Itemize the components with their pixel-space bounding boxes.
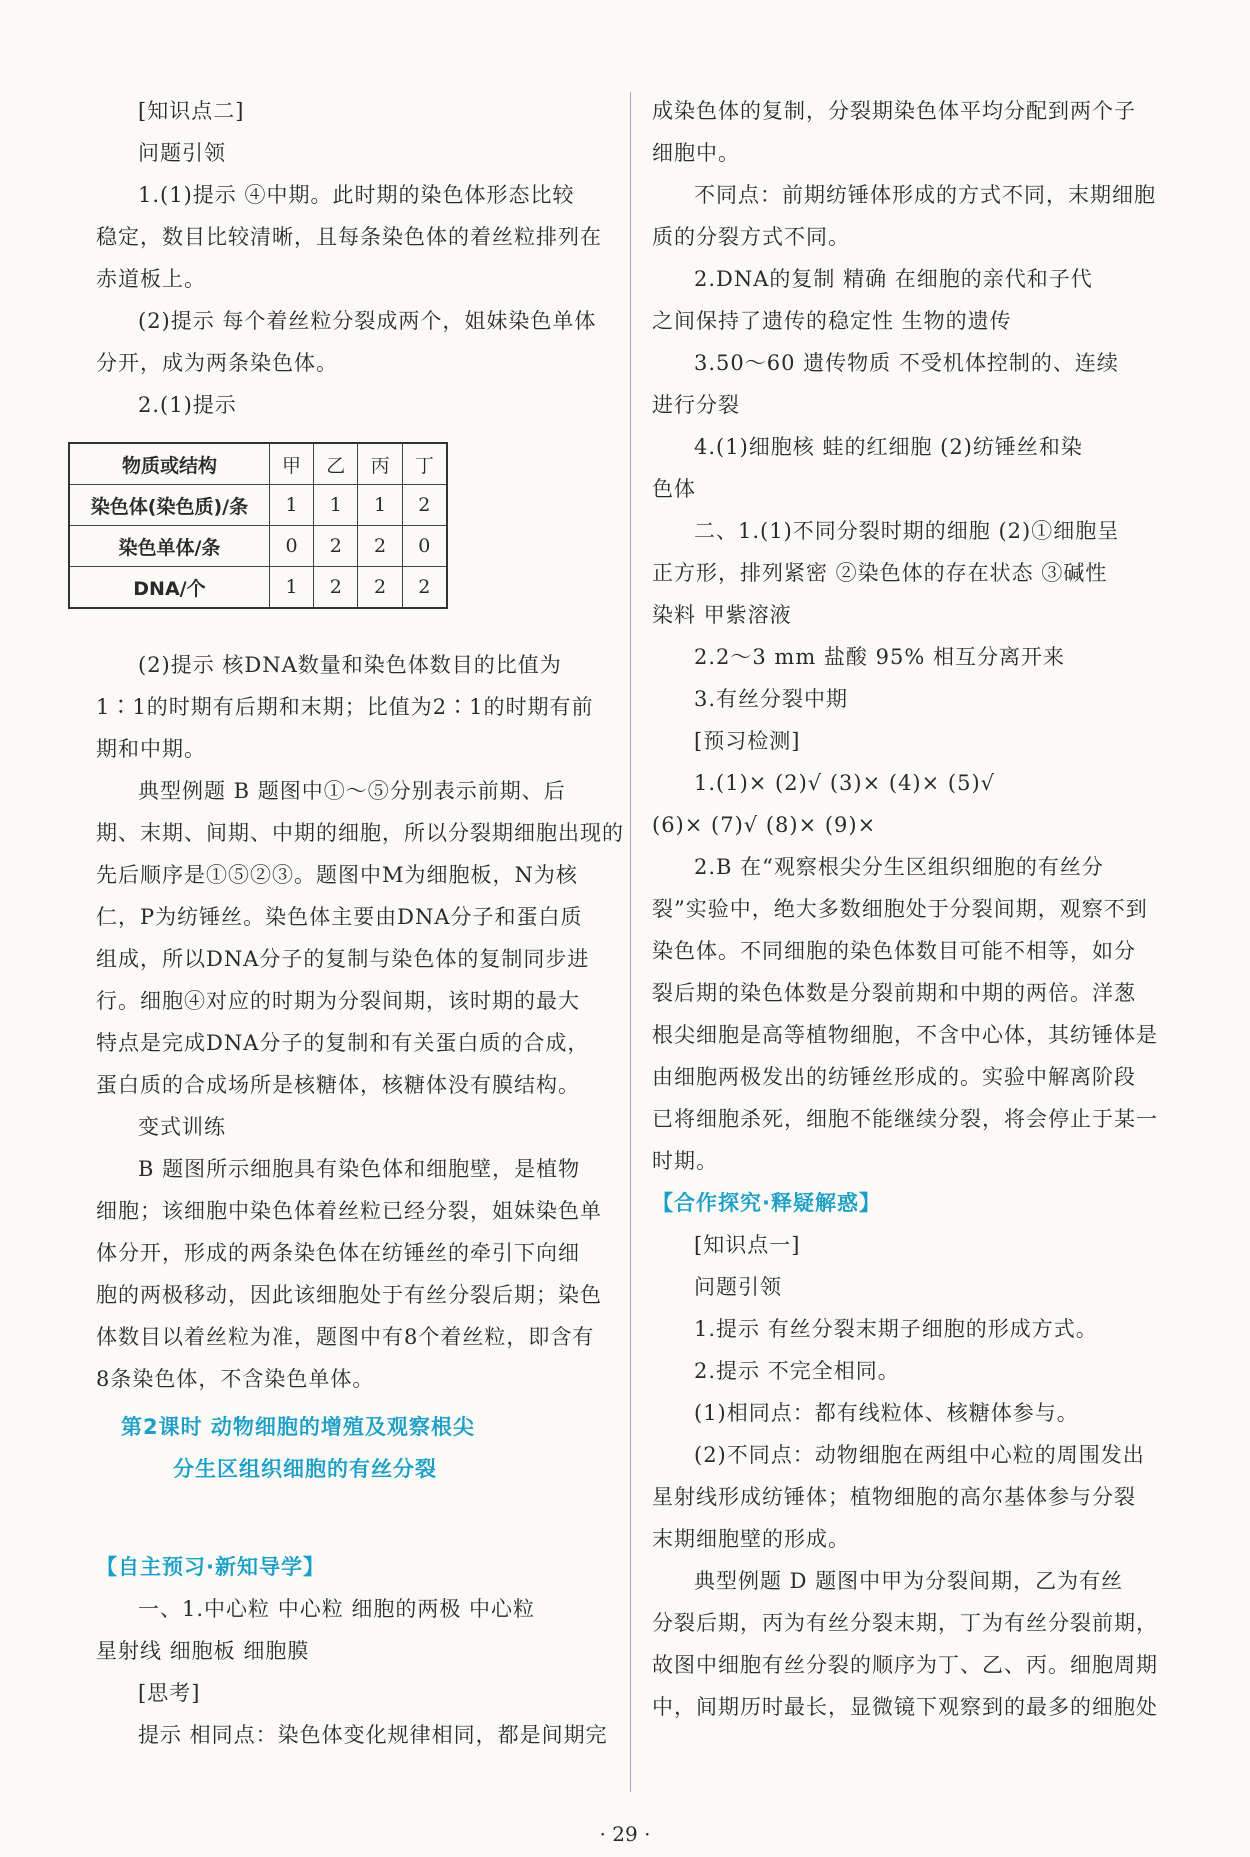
right-line: 正方形，排列紧密 ②染色体的存在状态 ③碱性 [652, 561, 1108, 585]
table-header-cell: 甲 [269, 443, 313, 485]
table-cell: DNA/个 [69, 567, 269, 609]
table-cell: 染色单体/条 [69, 526, 269, 567]
left-line: 1.(1)提示 ④中期。此时期的染色体形态比较 [138, 183, 575, 207]
left-line: 2.(1)提示 [138, 393, 237, 417]
right-line: 故图中细胞有丝分裂的顺序为丁、乙、丙。细胞周期 [652, 1653, 1158, 1677]
left-line: 胞的两极移动，因此该细胞处于有丝分裂后期；染色 [96, 1283, 602, 1307]
left-line: 体数目以着丝粒为准，题图中有8个着丝粒，即含有 [96, 1325, 595, 1349]
lesson-title-line-2: 分生区组织细胞的有丝分裂 [173, 1457, 437, 1481]
right-line: 细胞中。 [652, 141, 740, 165]
right-line: [知识点一] [694, 1233, 801, 1257]
right-line: 1.(1)× (2)√ (3)× (4)× (5)√ [694, 771, 996, 795]
table-cell: 2 [358, 526, 402, 567]
left-line: 星射线 细胞板 细胞膜 [96, 1639, 310, 1663]
left-line: 期和中期。 [96, 737, 206, 761]
right-line: 中，间期历时最长，显微镜下观察到的最多的细胞处 [652, 1695, 1158, 1719]
table-cell: 2 [314, 567, 358, 609]
left-line: 组成，所以DNA分子的复制与染色体的复制同步进 [96, 947, 590, 971]
table-header-cell: 乙 [314, 443, 358, 485]
left-line: (2)提示 核DNA数量和染色体数目的比值为 [138, 653, 562, 677]
table-cell: 1 [269, 485, 313, 526]
left-line: 典型例题 B 题图中①～⑤分别表示前期、后 [138, 779, 566, 803]
right-line: 已将细胞杀死，细胞不能继续分裂，将会停止于某一 [652, 1107, 1158, 1131]
right-line: 星射线形成纺锤体；植物细胞的高尔基体参与分裂 [652, 1485, 1136, 1509]
left-line: 提示 相同点：染色体变化规律相同，都是间期完 [138, 1723, 608, 1747]
right-line: 问题引领 [694, 1275, 782, 1299]
table-cell: 2 [358, 567, 402, 609]
table-cell: 2 [402, 485, 447, 526]
right-line: 1.提示 有丝分裂末期子细胞的形成方式。 [694, 1317, 1098, 1341]
right-line: 分裂后期，丙为有丝分裂末期，丁为有丝分裂前期， [652, 1611, 1158, 1635]
left-line: (2)提示 每个着丝粒分裂成两个，姐妹染色单体 [138, 309, 597, 333]
left-line: 一、1.中心粒 中心粒 细胞的两极 中心粒 [138, 1597, 536, 1621]
left-line: 细胞；该细胞中染色体着丝粒已经分裂，姐妹染色单 [96, 1199, 602, 1223]
table-header-cell: 丙 [358, 443, 402, 485]
right-line: 进行分裂 [652, 393, 740, 417]
left-line: 先后顺序是①⑤②③。题图中M为细胞板，N为核 [96, 863, 578, 887]
left-line: 【自主预习·新知导学】 [96, 1555, 325, 1579]
left-line: B 题图所示细胞具有染色体和细胞壁，是植物 [138, 1157, 581, 1181]
left-line: 赤道板上。 [96, 267, 206, 291]
right-line: (2)不同点：动物细胞在两组中心粒的周围发出 [694, 1443, 1145, 1467]
table-header-cell: 物质或结构 [69, 443, 269, 485]
table-cell: 0 [402, 526, 447, 567]
right-line: 3.有丝分裂中期 [694, 687, 849, 711]
right-line: 色体 [652, 477, 696, 501]
table-row [69, 526, 447, 567]
table-row [69, 485, 447, 526]
right-line: 由细胞两极发出的纺锤丝形成的。实验中解离阶段 [652, 1065, 1136, 1089]
table-cell: 染色体(染色质)/条 [69, 485, 269, 526]
page-number: · 29 · [599, 1822, 651, 1846]
left-line: 1∶1的时期有后期和末期；比值为2∶1的时期有前 [96, 695, 594, 719]
table-cell: 2 [402, 567, 447, 609]
table-cell: 1 [314, 485, 358, 526]
right-line: 染料 甲紫溶液 [652, 603, 792, 627]
left-line: 分开，成为两条染色体。 [96, 351, 338, 375]
right-line: 2.B 在“观察根尖分生区组织细胞的有丝分 [694, 855, 1104, 879]
left-line: 变式训练 [138, 1115, 226, 1139]
column-divider [630, 92, 631, 1792]
right-line: 裂”实验中，绝大多数细胞处于分裂间期，观察不到 [652, 897, 1148, 921]
right-line: 时期。 [652, 1149, 718, 1173]
left-line: 体分开，形成的两条染色体在纺锤丝的牵引下向细 [96, 1241, 580, 1265]
left-line: 问题引领 [138, 141, 226, 165]
right-line: (6)× (7)√ (8)× (9)× [652, 813, 877, 837]
table-cell: 1 [358, 485, 402, 526]
right-line: 3.50～60 遗传物质 不受机体控制的、连续 [694, 351, 1119, 375]
right-line: 之间保持了遗传的稳定性 生物的遗传 [652, 309, 1012, 333]
right-line: 染色体。不同细胞的染色体数目可能不相等，如分 [652, 939, 1136, 963]
right-line: 二、1.(1)不同分裂时期的细胞 (2)①细胞呈 [694, 519, 1120, 543]
left-line: 稳定，数目比较清晰，且每条染色体的着丝粒排列在 [96, 225, 602, 249]
right-line: 不同点：前期纺锤体形成的方式不同，末期细胞 [694, 183, 1156, 207]
right-line: 2.2～3 mm 盐酸 95% 相互分离开来 [694, 645, 1065, 669]
right-line: (1)相同点：都有线粒体、核糖体参与。 [694, 1401, 1079, 1425]
left-line: [知识点二] [138, 99, 245, 123]
left-line: 仁，P为纺锤丝。染色体主要由DNA分子和蛋白质 [96, 905, 583, 929]
left-line: 特点是完成DNA分子的复制和有关蛋白质的合成， [96, 1031, 590, 1055]
right-line: 【合作探究·释疑解惑】 [652, 1191, 881, 1215]
right-line: 裂后期的染色体数是分裂前期和中期的两倍。洋葱 [652, 981, 1136, 1005]
table-cell: 0 [269, 526, 313, 567]
left-line: 蛋白质的合成场所是核糖体，核糖体没有膜结构。 [96, 1073, 580, 1097]
right-line: 典型例题 D 题图中甲为分裂间期，乙为有丝 [694, 1569, 1124, 1593]
left-line: 期、末期、间期、中期的细胞，所以分裂期细胞出现的 [96, 821, 624, 845]
table-cell: 1 [269, 567, 313, 609]
left-line: [思考] [138, 1681, 201, 1705]
left-line: 行。细胞④对应的时期为分裂间期，该时期的最大 [96, 989, 580, 1013]
lesson-title-line-1: 第2课时 动物细胞的增殖及观察根尖 [121, 1415, 475, 1439]
right-line: 2.DNA的复制 精确 在细胞的亲代和子代 [694, 267, 1093, 291]
table-cell: 2 [314, 526, 358, 567]
right-line: 根尖细胞是高等植物细胞，不含中心体，其纺锤体是 [652, 1023, 1158, 1047]
data-table [68, 442, 448, 609]
table-header-row [69, 443, 447, 485]
right-line: 质的分裂方式不同。 [652, 225, 850, 249]
right-line: 末期细胞壁的形成。 [652, 1527, 850, 1551]
table-row [69, 567, 447, 609]
right-line: [预习检测] [694, 729, 801, 753]
right-line: 2.提示 不完全相同。 [694, 1359, 900, 1383]
left-line: 8条染色体，不含染色单体。 [96, 1367, 375, 1391]
right-line: 4.(1)细胞核 蛙的红细胞 (2)纺锤丝和染 [694, 435, 1083, 459]
right-line: 成染色体的复制，分裂期染色体平均分配到两个子 [652, 99, 1136, 123]
table-header-cell: 丁 [402, 443, 447, 485]
